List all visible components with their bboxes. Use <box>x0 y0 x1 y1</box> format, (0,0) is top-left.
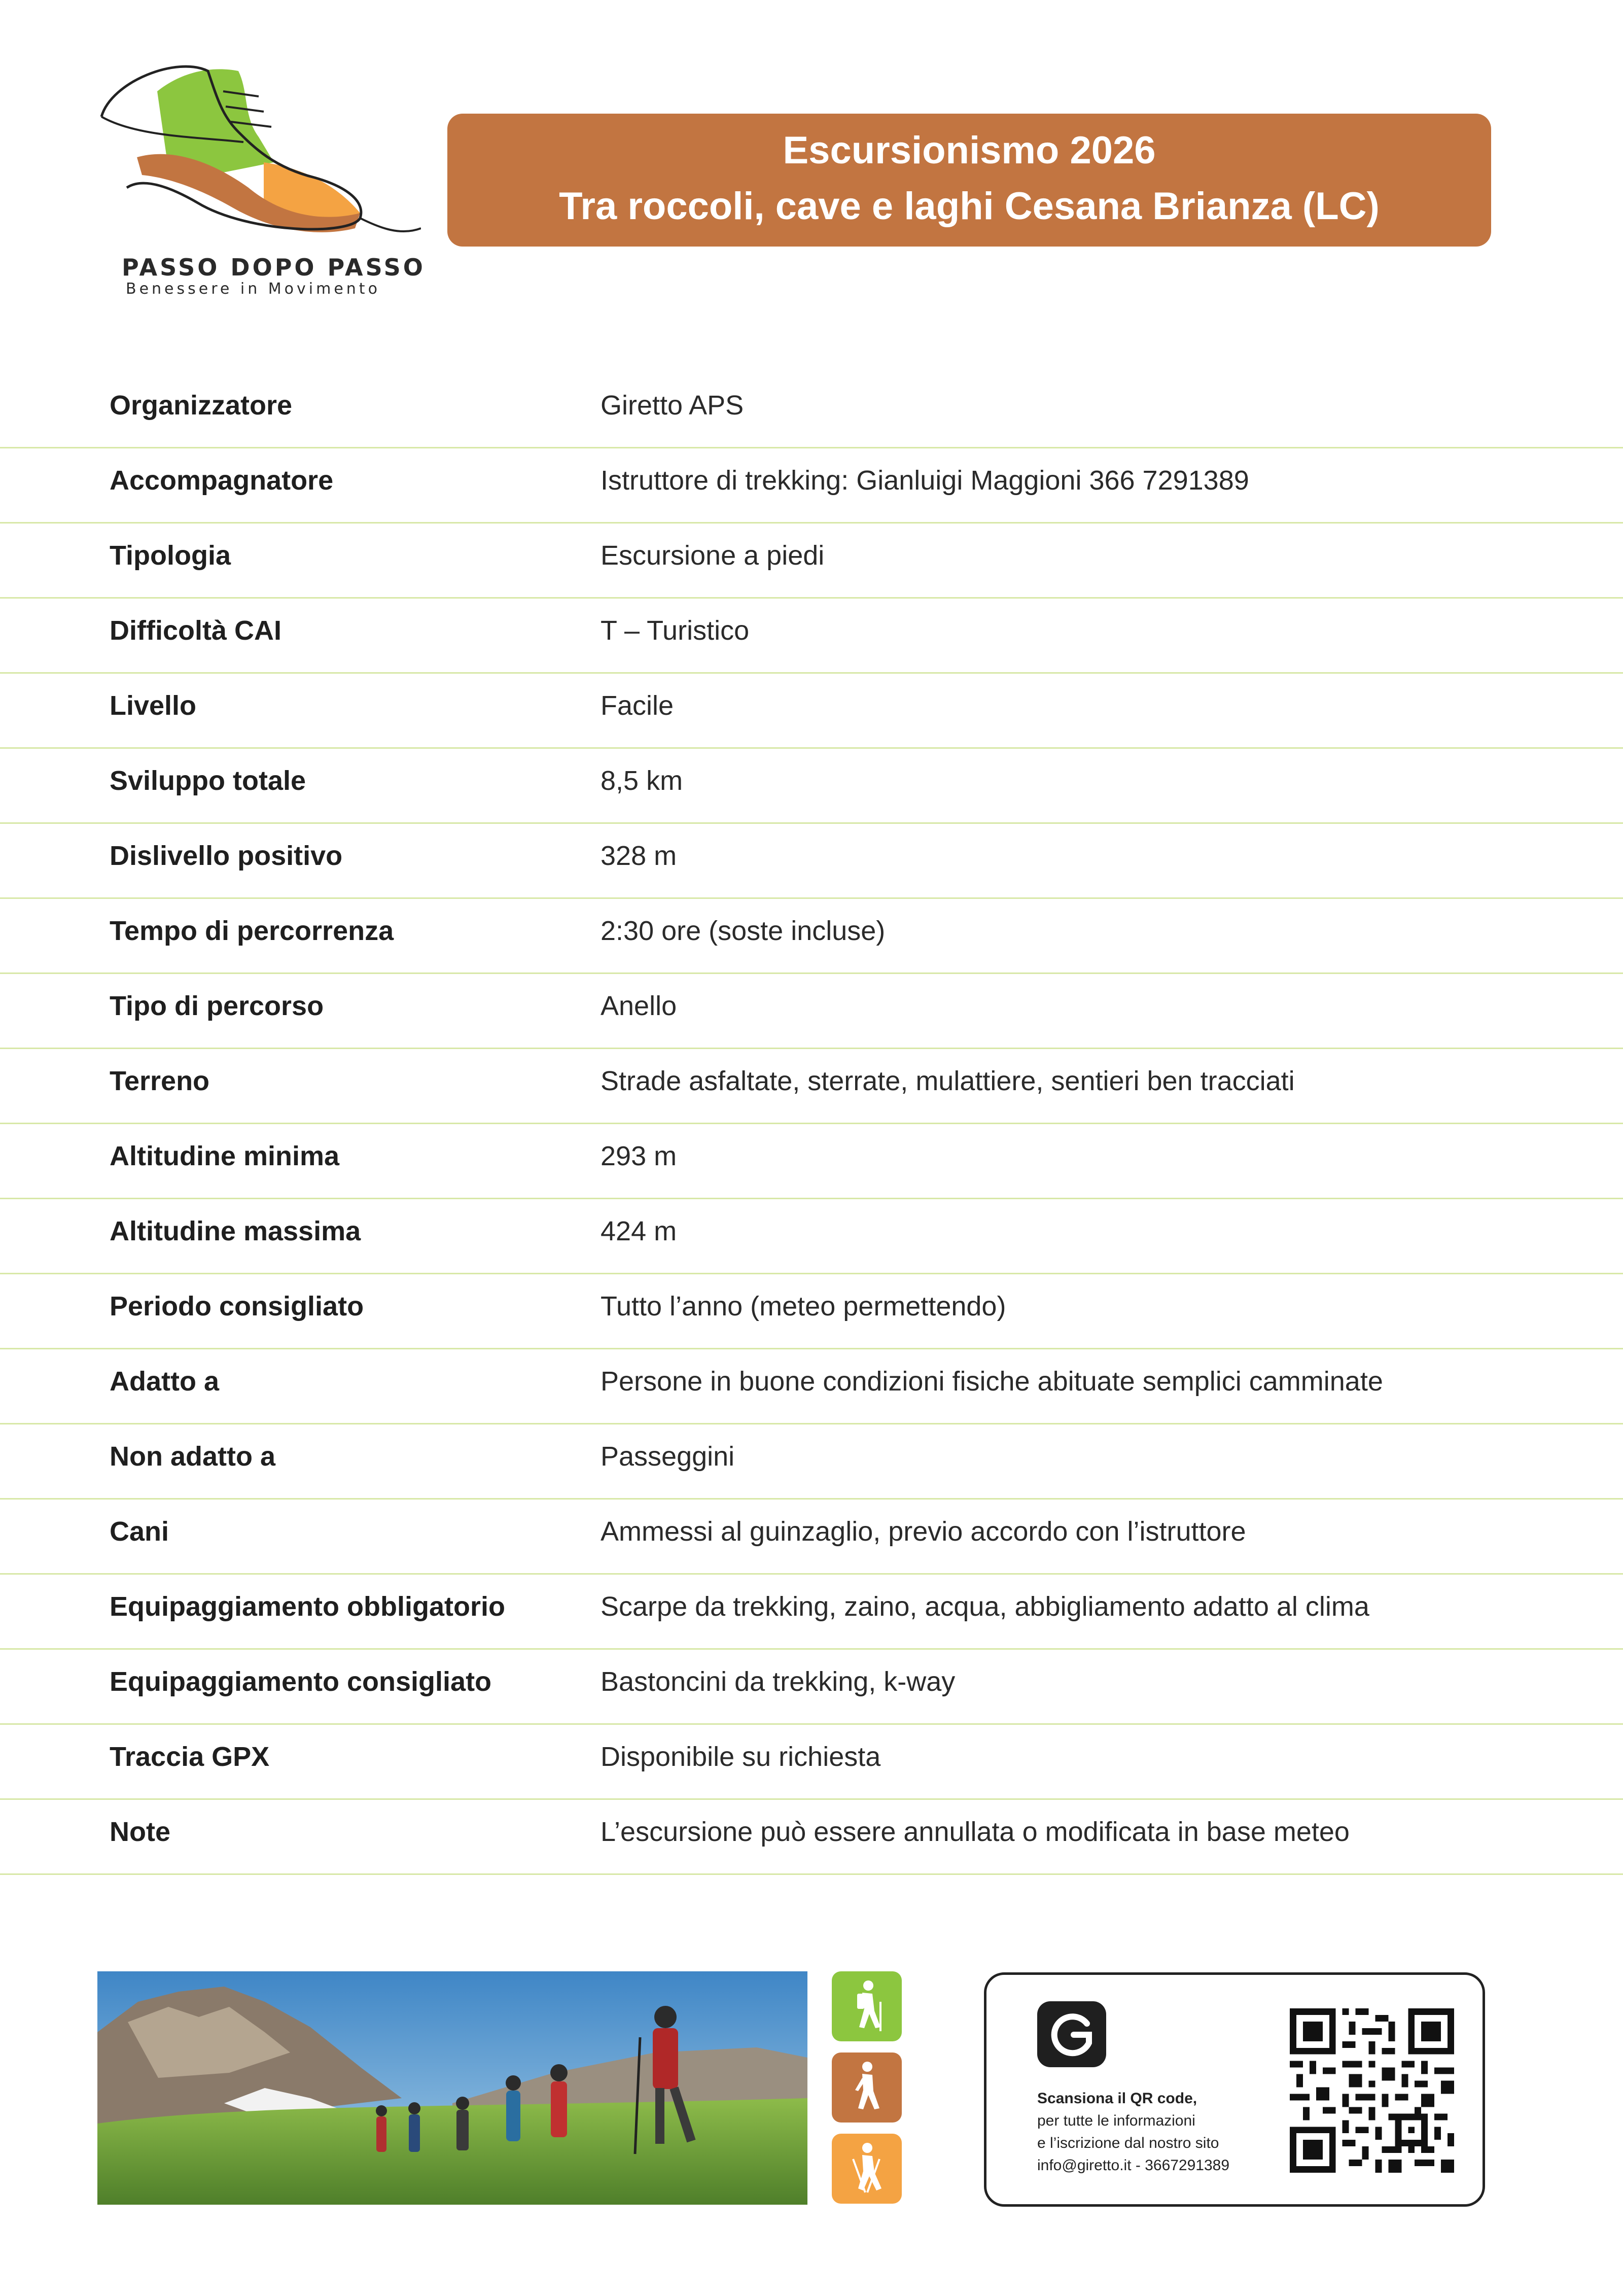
detail-row <box>0 1725 1623 1800</box>
detail-value: 293 m <box>601 1141 677 1171</box>
detail-value: Bastoncini da trekking, k-way <box>601 1666 956 1697</box>
detail-label: Periodo consigliato <box>110 1291 364 1321</box>
hiking-boot-icon <box>96 61 421 243</box>
detail-label: Sviluppo totale <box>110 766 306 796</box>
qr-instructions <box>1037 2088 1229 2177</box>
banner-subtitle: Tra roccoli, cave e laghi Cesana Brianza (LC) <box>559 185 1380 228</box>
detail-row <box>0 1349 1623 1424</box>
detail-value: Escursione a piedi <box>601 540 825 571</box>
qr-line-2: per tutte le informazioni <box>1037 2112 1195 2129</box>
walking-icon <box>832 2053 902 2123</box>
detail-value: Ammessi al guinzaglio, previo accordo con l’istruttore <box>601 1516 1246 1547</box>
detail-label: Non adatto a <box>110 1441 276 1472</box>
detail-row <box>0 1274 1623 1349</box>
detail-label: Traccia GPX <box>110 1742 270 1772</box>
detail-label: Terreno <box>110 1066 210 1096</box>
qr-line-1: Scansiona il QR code, <box>1037 2090 1197 2107</box>
qr-card <box>984 1972 1485 2207</box>
detail-label: Organizzatore <box>110 390 293 421</box>
brand-logo <box>96 61 426 304</box>
giretto-logo-icon <box>1037 2001 1106 2067</box>
detail-value: Persone in buone condizioni fisiche abituate semplici camminate <box>601 1366 1383 1397</box>
title-banner <box>447 114 1491 247</box>
detail-value: L’escursione può essere annullata o modificata in base meteo <box>601 1817 1350 1847</box>
detail-row <box>0 448 1623 524</box>
detail-value: Strade asfaltate, sterrate, mulattiere, sentieri ben tracciati <box>601 1066 1295 1096</box>
detail-value: Passeggini <box>601 1441 735 1472</box>
hiking-icon <box>832 1971 902 2041</box>
nordic-walking-icon <box>832 2134 902 2204</box>
detail-value: Facile <box>601 690 674 721</box>
hikers-photo <box>97 1971 807 2205</box>
detail-value: Giretto APS <box>601 390 744 421</box>
detail-label: Dislivello positivo <box>110 841 343 871</box>
detail-value: 424 m <box>601 1216 677 1246</box>
detail-row <box>0 824 1623 899</box>
detail-label: Accompagnatore <box>110 465 334 496</box>
detail-row <box>0 1049 1623 1124</box>
detail-value: T – Turistico <box>601 615 750 646</box>
detail-label: Adatto a <box>110 1366 219 1397</box>
detail-row <box>0 1424 1623 1500</box>
detail-row <box>0 974 1623 1049</box>
detail-label: Equipaggiamento consigliato <box>110 1666 492 1697</box>
brand-name: PASSO DOPO PASSO <box>122 254 426 281</box>
qr-code[interactable] <box>1290 2008 1454 2173</box>
detail-value: Anello <box>601 991 677 1021</box>
detail-row <box>0 1650 1623 1725</box>
detail-value: Disponibile su richiesta <box>601 1742 881 1772</box>
detail-row <box>0 899 1623 974</box>
detail-label: Cani <box>110 1516 169 1547</box>
brand-tagline: Benessere in Movimento <box>126 280 380 298</box>
detail-label: Note <box>110 1817 170 1847</box>
detail-label: Livello <box>110 690 197 721</box>
qr-line-3: e l’iscrizione dal nostro sito <box>1037 2135 1219 2151</box>
detail-row <box>0 1800 1623 1875</box>
detail-row <box>0 749 1623 824</box>
detail-label: Altitudine massima <box>110 1216 361 1246</box>
detail-row <box>0 674 1623 749</box>
detail-row <box>0 1124 1623 1199</box>
qr-contact: info@giretto.it - 3667291389 <box>1037 2157 1230 2174</box>
detail-value: Scarpe da trekking, zaino, acqua, abbigliamento adatto al clima <box>601 1591 1369 1622</box>
detail-label: Tempo di percorrenza <box>110 916 394 946</box>
details-table <box>0 373 1623 1875</box>
detail-value: 8,5 km <box>601 766 683 796</box>
detail-row <box>0 1199 1623 1274</box>
detail-row <box>0 599 1623 674</box>
detail-row <box>0 1500 1623 1575</box>
detail-row <box>0 1575 1623 1650</box>
detail-label: Difficoltà CAI <box>110 615 282 646</box>
banner-title: Escursionismo 2026 <box>783 129 1156 172</box>
detail-value: Istruttore di trekking: Gianluigi Maggioni 366 7291389 <box>601 465 1249 496</box>
detail-label: Tipologia <box>110 540 231 571</box>
detail-label: Altitudine minima <box>110 1141 340 1171</box>
detail-value: 328 m <box>601 841 677 871</box>
detail-value: 2:30 ore (soste incluse) <box>601 916 886 946</box>
detail-row <box>0 373 1623 448</box>
detail-value: Tutto l’anno (meteo permettendo) <box>601 1291 1006 1321</box>
detail-label: Equipaggiamento obbligatorio <box>110 1591 505 1622</box>
detail-label: Tipo di percorso <box>110 991 324 1021</box>
detail-row <box>0 524 1623 599</box>
